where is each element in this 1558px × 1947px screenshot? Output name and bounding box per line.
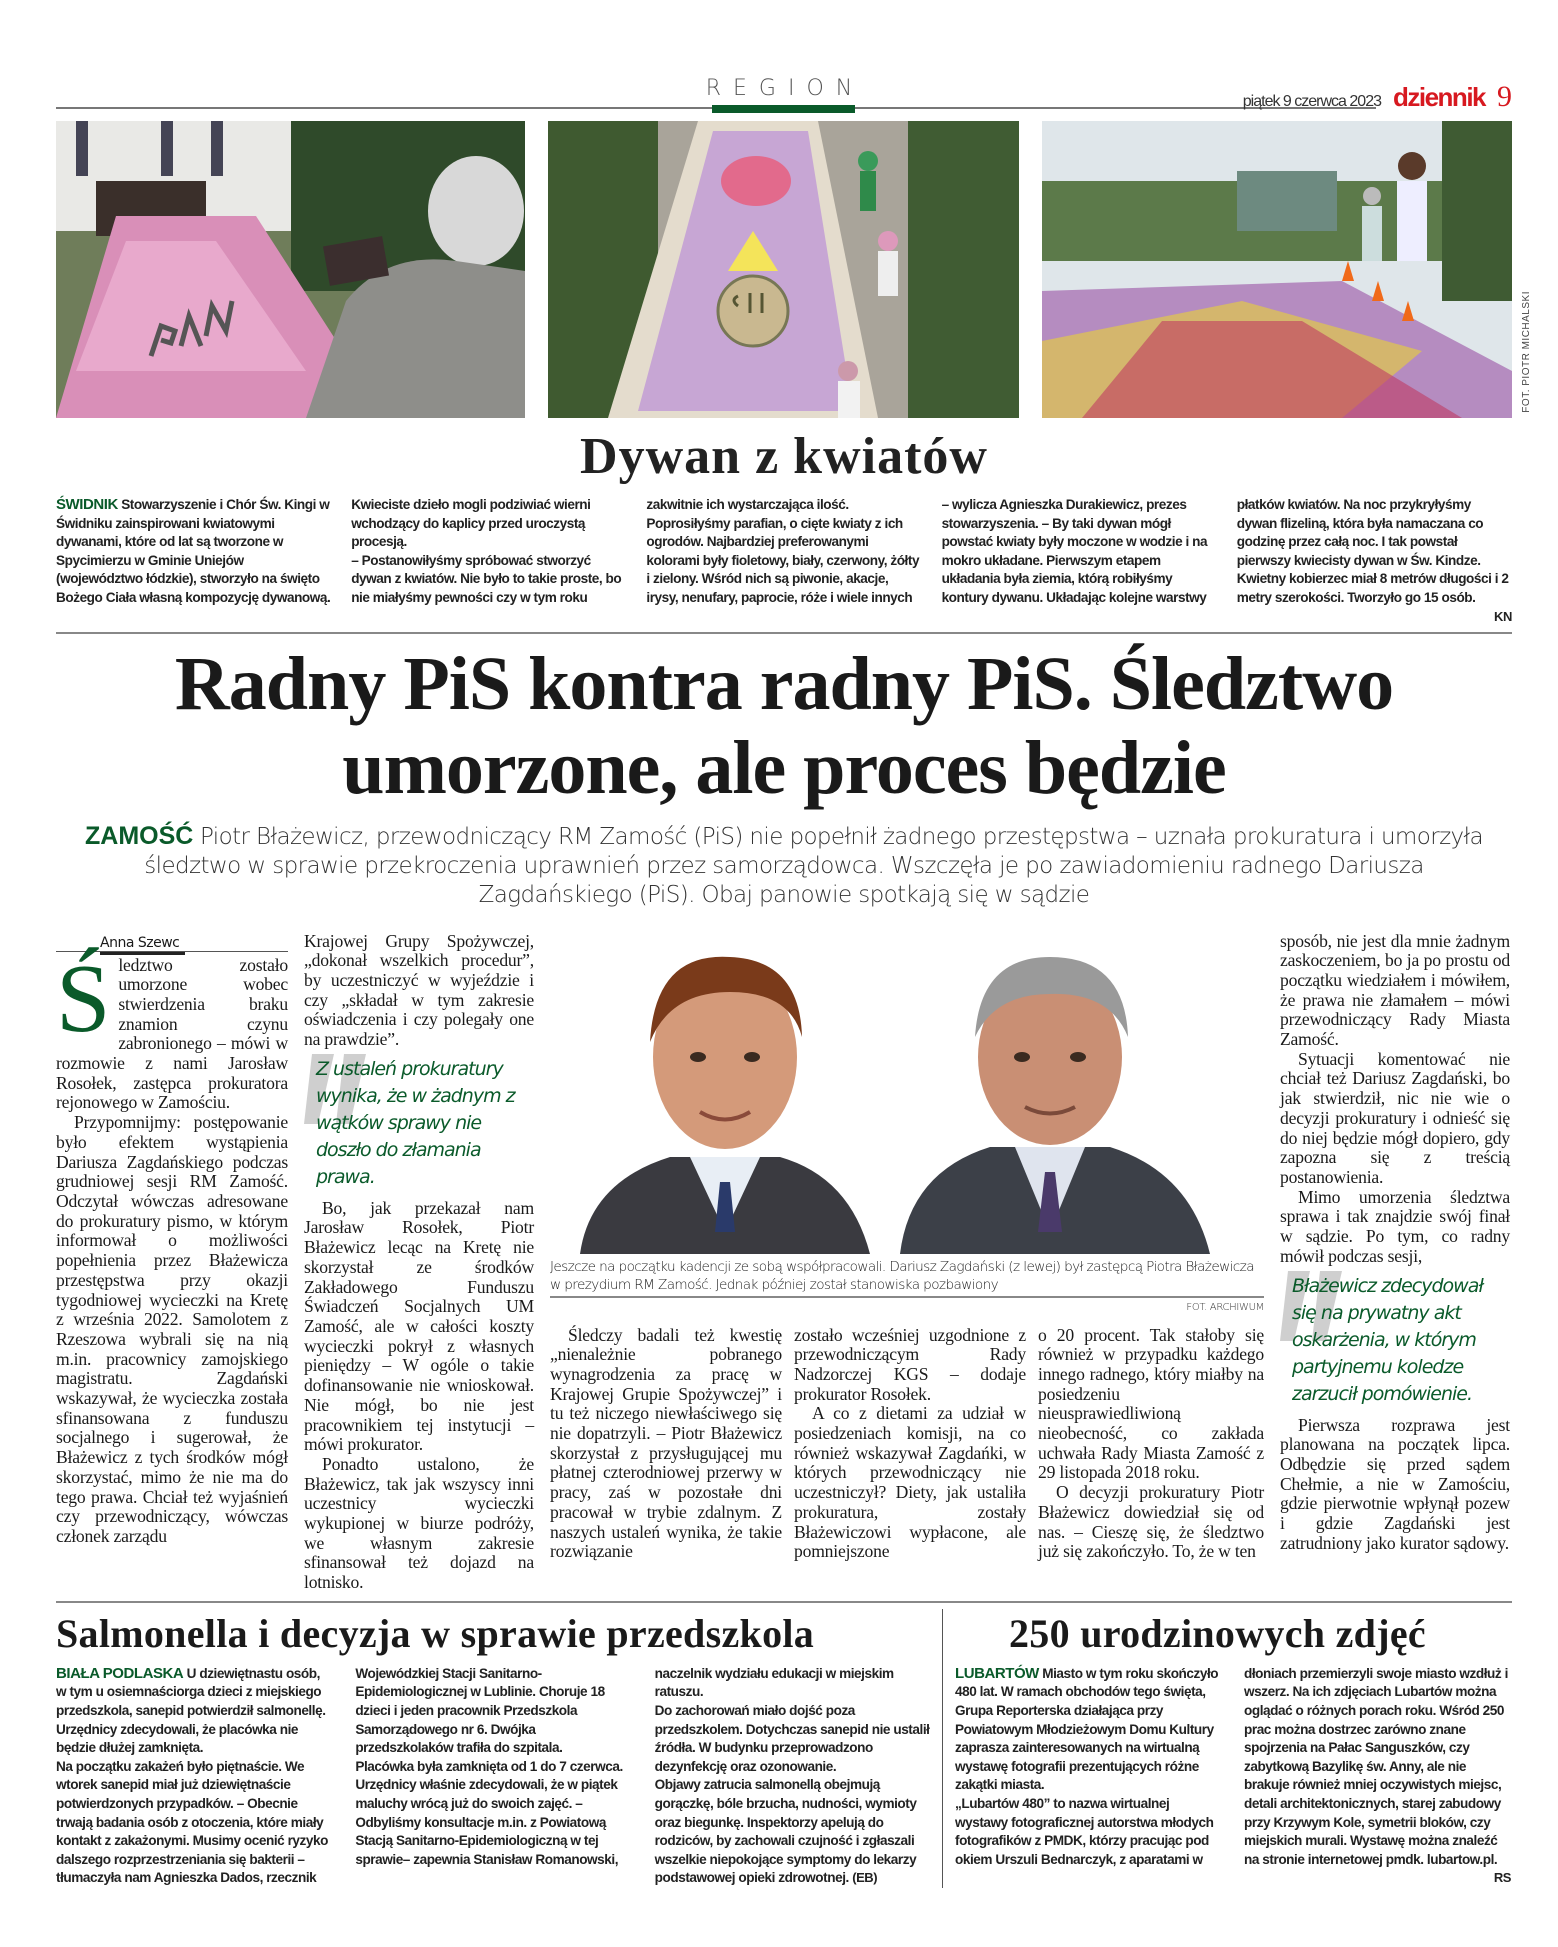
flower-story-text (56, 496, 1512, 626)
author-initials: RS (1493, 1870, 1511, 1886)
dateline-place: ZAMOŚĆ (85, 821, 194, 850)
drop-cap: Ś (56, 944, 111, 1053)
main-headline: Radny PiS kontra radny PiS. Śledztwo umorzone, ale proces będzie (174, 641, 1394, 810)
paragraph: Mimo umorzenia śledztwa sprawa i tak znajdzie swój finał w sądzie. Po tym, co radny mówił podczas sesji, (1280, 1186, 1510, 1266)
pull-quote-text: Błażewicz zdecydował się na prywatny akt oskarżenia, w którym partyjnemu koledze zarzucił pomówienie. (1292, 1274, 1483, 1405)
salmonella-headline: Salmonella i decyzja w sprawie przedszkola (56, 1610, 815, 1656)
story-paragraph: Placówka była zamknięta od 1 do 7 czerwca. Urzędnicy właśnie zdecydowali, że w piątek maluchy wrócą już do swoich zajęć. – Odbyliśmy konsultacje m.in. z Powiatową Stacją Sanitarno-Epidemiologiczną w tej sprawie– zapewnia Stanisław Romanowski, naczelnik wydziału edukacji w miejskim ratuszu. (355, 1665, 894, 1867)
article-center (550, 932, 1264, 1562)
flower-story-headline: Dywan z kwiatów (580, 428, 988, 485)
story-paragraph: Na początku zakażeń było piętnaście. We wtorek sanepid miał już dziewiętnaście potwierdzonych przypadków. – Obecnie trwają badania osób z otoczenia, które miały kontakt z zakażonymi. Musimy ocenić ryzyko dalszego rozprzestrzeniania się bakterii – tłumaczyła nam Agnieszka Dados, rzecznik Wojewódzkiej Stacji Sanitarno-Epidemiologicznej w Lublinie. Choruje 18 dzieci i jeden pracownik Przedszkola Samorządowego nr 6. Dwójka przedszkolaków trafiła do szpitala. (56, 1665, 605, 1886)
story-paragraph: U dziewiętnastu osób, w tym u osiemnaściorga dzieci z miejskiego przedszkola, sanepid potwierdził salmonellę. Urzędnicy zdecydowali, że placówka nie będzie dłużej zamknięta. (56, 1665, 326, 1756)
paragraph: Krajowej Grupy Spożywczej, „dokonał wszelkich procedur”, by uczestniczyć w wyjeździe i czy „składał w tym zakresie oświadczenia i czy polegały one na prawdzie”. (304, 930, 534, 1050)
flower-carpet-photo-3 (1042, 121, 1512, 418)
header-meta (1243, 80, 1512, 114)
author-initials: (EB) (852, 1870, 878, 1886)
photo-credit: FOT. PIOTR MICHALSKI (1521, 291, 1532, 413)
newspaper-logo: dziennik (1392, 82, 1485, 112)
paragraph: zostało wcześniej uzgodnione z przewodniczącym Rady Nadzorczej KGS – dodaje prokurator Rosołek. (794, 1324, 1026, 1404)
story-paragraph: – Postanowiłyśmy spróbować stworzyć dywan z kwiatów. Nie było to takie proste, bo nie miałyśmy pewności czy w tym roku zakwitnie ich wystarczająca ilość. Poprosiłyśmy parafian, o cięte kwiaty z ich ogrodów. Najbardziej preferowanymi kolorami były fioletowy, biały, czerwony, żółty i zielony. Wśród nich są piwonie, akacje, irysy, nenufary, paprocie, róże i wiele innych – wylicza Agnieszka Durakiewicz, prezes stowarzyszenia. – By taki dywan mógł powstać kwiaty były moczone w wodzie i na mokro układane. Pierwszym etapem układania była ziemia, którą robiłyśmy kontury dywanu. Układając kolejne warstwy płatków kwiatów. Na noc przykryłyśmy dywan flizeliną, która była namaczana co godzinę przez całą noc. I tak powstał pierwszy kwiecisty dywan w Św. Kindze. (351, 497, 1484, 605)
paragraph: o 20 procent. Tak stałoby się również w przypadku każdego innego radnego, który miałby na posiedzeniu nieusprawiedliwioną nieobecność, co zakłada uchwała Rady Miasta Zamość z 29 listopada 2018 roku. (1038, 1324, 1264, 1483)
paragraph: Bo, jak przekazał nam Jarosław Rosołek, Piotr Błażewicz lecąc na Kretę nie skorzystał ze środków Zakładowego Funduszu Świadczeń Socjalnych UM Zamość, ale w całości koszty wycieczki pokrył z własnych pieniędzy – W ogóle o takie dofinansowanie nie wnioskował. Nie mógł, bo nie jest pracownikiem tej instytucji – mówi prokurator. (304, 1197, 534, 1455)
photo-exhibition-headline: 250 urodzinowych zdjęć (1009, 1610, 1426, 1656)
bottom-stories (56, 1609, 1512, 1888)
flower-photos-row (56, 121, 1532, 418)
article-column-1 (56, 932, 288, 1547)
story-paragraph: Do zachorowań miało dojść poza przedszkolem. Dotychczas sanepid nie ustalił źródła. W budynku przeprowadzono dezynfekcję oraz ozonowanie. (654, 1703, 930, 1774)
page-header (56, 0, 1512, 121)
story-paragraph: Kwietny kobierzec miał 8 metrów długości i 2 metry szerokości. Tworzyło go 15 osób. (1236, 571, 1509, 605)
photo-caption: Jeszcze na początku kadencji ze sobą współpracowali. Dariusz Zagdański (z lewej) był zastępcą Piotra Błażewicza w prezydium RM Zamość. Jednak później został stanowiska pozbawiony (550, 1258, 1264, 1298)
flower-carpet-photo-1 (56, 121, 525, 418)
section-divider (56, 1601, 1512, 1603)
pull-quote (1280, 1267, 1510, 1416)
article-column-4 (794, 1326, 1026, 1562)
section-accent-bar (712, 105, 855, 113)
column-divider (942, 1609, 943, 1888)
paragraph: Ponadto ustalono, że Błażewicz, tak jak wszyscy inni uczestnicy wycieczki wykupionej w biurze podróży, we własnym zakresie sfinansował też dojazd na lotnisko. (304, 1453, 534, 1593)
issue-date: piątek 9 czerwca 2023 (1242, 93, 1381, 110)
story-paragraph: Stowarzyszenie i Chór Św. Kingi w Świdniku zainspirowani kwiatowymi dywanami, które od lat są tworzone w Spycimierzu w Gminie Uniejów (województwo łódzkie), stworzyło na święto Bożego Ciała własną kompozycję dywanową. Kwieciste dzieło mogli podziwiać wierni wchodzący do kaplicy przed uroczystą procesją. (56, 497, 591, 605)
councillors-photo (550, 932, 1264, 1254)
paragraph: Pierwsza rozprawa jest planowana na początek lipca. Odbędzie się przed sądem Chełmie, a nie w Zamościu, gdzie pierwotnie wpłynął pozew i gdzie Zagdański jest zatrudniony jako kurator sądowy. (1280, 1414, 1510, 1553)
article-column-2 (304, 932, 534, 1593)
main-lead (80, 822, 1488, 910)
paragraph: ledztwo zostało umorzone wobec stwierdzenia braku znamion czynu zabronionego – mówi w rozmowie z nami Jarosław Rosołek, zastępca prokuratora rejonowego w Zamościu. (56, 954, 288, 1113)
lead-text: Piotr Błażewicz, przewodniczący RM Zamość (PiS) nie popełnił żadnego przestępstwa – uznała prokuratura i umorzyła śledztwo w sprawie przekroczenia uprawnień przez samorządowca. Wszczęła je po zawiadomieniu radnego Dariusza Zagdańskiego (PiS). Obaj panowie spotkają się w sądzie (144, 823, 1483, 908)
paragraph: Śledczy badali też kwestię „nienależnie pobranego wynagrodzenia za pracę w Krajowej Grupie Spożywczej” i tu też niczego niewłaściwego się nie dopatrzyli. – Piotr Błażewicz skorzystał z przysługującej mu płatnej czterodniowej przerwy w pracy, zaś w pozostałe dni pracował w trybie zdalnym. Z naszych ustaleń wynika, że takie rozwiązanie (550, 1324, 782, 1562)
pull-quote (304, 1050, 534, 1199)
story-paragraph: Miasto w tym roku skończyło 480 lat. W ramach obchodów tego święta, Grupa Reporterska działająca przy Powiatowym Młodzieżowym Domu Kultury zaprasza zainteresowanych na wirtualną wystawę fotografii prezentujących różne zakątki miasta. (955, 1665, 1219, 1793)
story-paragraph: Objawy zatrucia salmonellą obejmują gorączkę, bóle brzucha, nudności, wymioty oraz biegunkę. Inspektorzy apelują do rodziców, by zachowali czujność i zgłaszali wszelkie niepokojące symptomy do lekarzy podstawowej opieki zdrowotnej. (654, 1777, 917, 1886)
newspaper-page (56, 0, 1532, 1918)
paragraph: Przypomnijmy: postępowanie było efektem wystąpienia Dariusza Zagdańskiego podczas grudniowej sesji RM Zamość. Odczytał wówczas adresowane do prokuratury pismo, w którym informował o możliwości popełnienia przez Błażewicza przestępstwa przy okazji tygodniowej wycieczki na Kretę z września 2022. Samolotem z Rzeszowa wybrali się na nią m.in. pracownicy zamojskiego magistratu. Zagdański wskazywał, że wycieczka została sfinansowana z funduszu socjalnego i sugerował, że Błażewicz z tych środków mógł skorzystać, mimo że nie ma do tego prawa. Chciał też wyjaśnień czy przewodniczący, wówczas członek zarządu (56, 1112, 288, 1546)
salmonella-story (56, 1609, 930, 1888)
photo-exhibition-story (955, 1609, 1511, 1888)
paragraph: sposób, nie jest dla mnie żadnym zaskoczeniem, bo ja po prostu od początku wiedziałem i mówiłem, że prawa nie złamałem – mówi przewodniczący Rady Miasta Zamość. (1280, 930, 1510, 1050)
article-column-3 (550, 1326, 782, 1562)
dateline-place: BIAŁA PODLASKA (56, 1664, 184, 1682)
article-column-6 (1280, 932, 1510, 1554)
article-subcolumns (550, 1326, 1264, 1562)
dateline-place: ŚWIDNIK (56, 496, 118, 513)
paragraph: Sytuacji komentować nie chciał też Dariusz Zagdański, bo jak stwierdził, nic nie wie o decyzji prokuratury i odnieść się do niej będzie mógł dopiero, gdy zapozna się z treścią postanowienia. (1280, 1048, 1510, 1187)
photo-exhibition-story-text (955, 1665, 1511, 1888)
paragraph: O decyzji prokuratury Piotr Błażewicz dowiedział się od nas. – Cieszę się, że śledztwo już się zakończyło. To, że w ten (1038, 1482, 1264, 1562)
author-byline: Anna Szewc (100, 935, 185, 955)
page-number: 9 (1497, 80, 1512, 113)
section-divider (56, 632, 1512, 634)
author-initials: KN (1494, 608, 1512, 624)
article-column-5 (1038, 1326, 1264, 1562)
salmonella-story-text (56, 1665, 930, 1888)
dateline-place: LUBARTÓW (955, 1664, 1039, 1682)
paragraph: A co z dietami za udział w posiedzeniach komisji, na co również wskazywał Zagdańki, w których przewodniczący nie uczestniczył? Diety, jak ustaliła prokuratura, zostały Błażewiczowi wypłacone, ale pomniejszone (794, 1403, 1026, 1562)
article-body (56, 932, 1512, 1593)
flower-carpet-photo-2 (548, 121, 1019, 418)
pull-quote-text: Z ustaleń prokuratury wynika, że w żadnym z wątków sprawy nie doszło do złamania prawa. (316, 1057, 515, 1188)
photo-credit: FOT. ARCHIWUM (1186, 1301, 1264, 1313)
story-paragraph: „Lubartów 480” to nazwa wirtualnej wystawy fotograficznej autorstwa młodych fotografików z PMDK, którzy pracując pod okiem Urszuli Bednarczyk, z aparatami w dłoniach przemierzyli swoje miasto wzdłuż i wszerz. Na ich zdjęciach Lubartów można oglądać o różnych porach roku. Wśród 250 prac można dostrzec zarówno znane spojrzenia na Pałac Sanguszków, czy zabytkową Bazylikę św. Anny, ale nie brakuje również mniej oczywistych miejsc, detali architektonicznych, starej zabudowy przy Krzywym Kole, symetrii bloków, czy miejskich murali. Wystawę można znaleźć na stronie internetowej pmdk. lubartow.pl. (955, 1665, 1508, 1867)
section-label: REGION (705, 76, 865, 101)
